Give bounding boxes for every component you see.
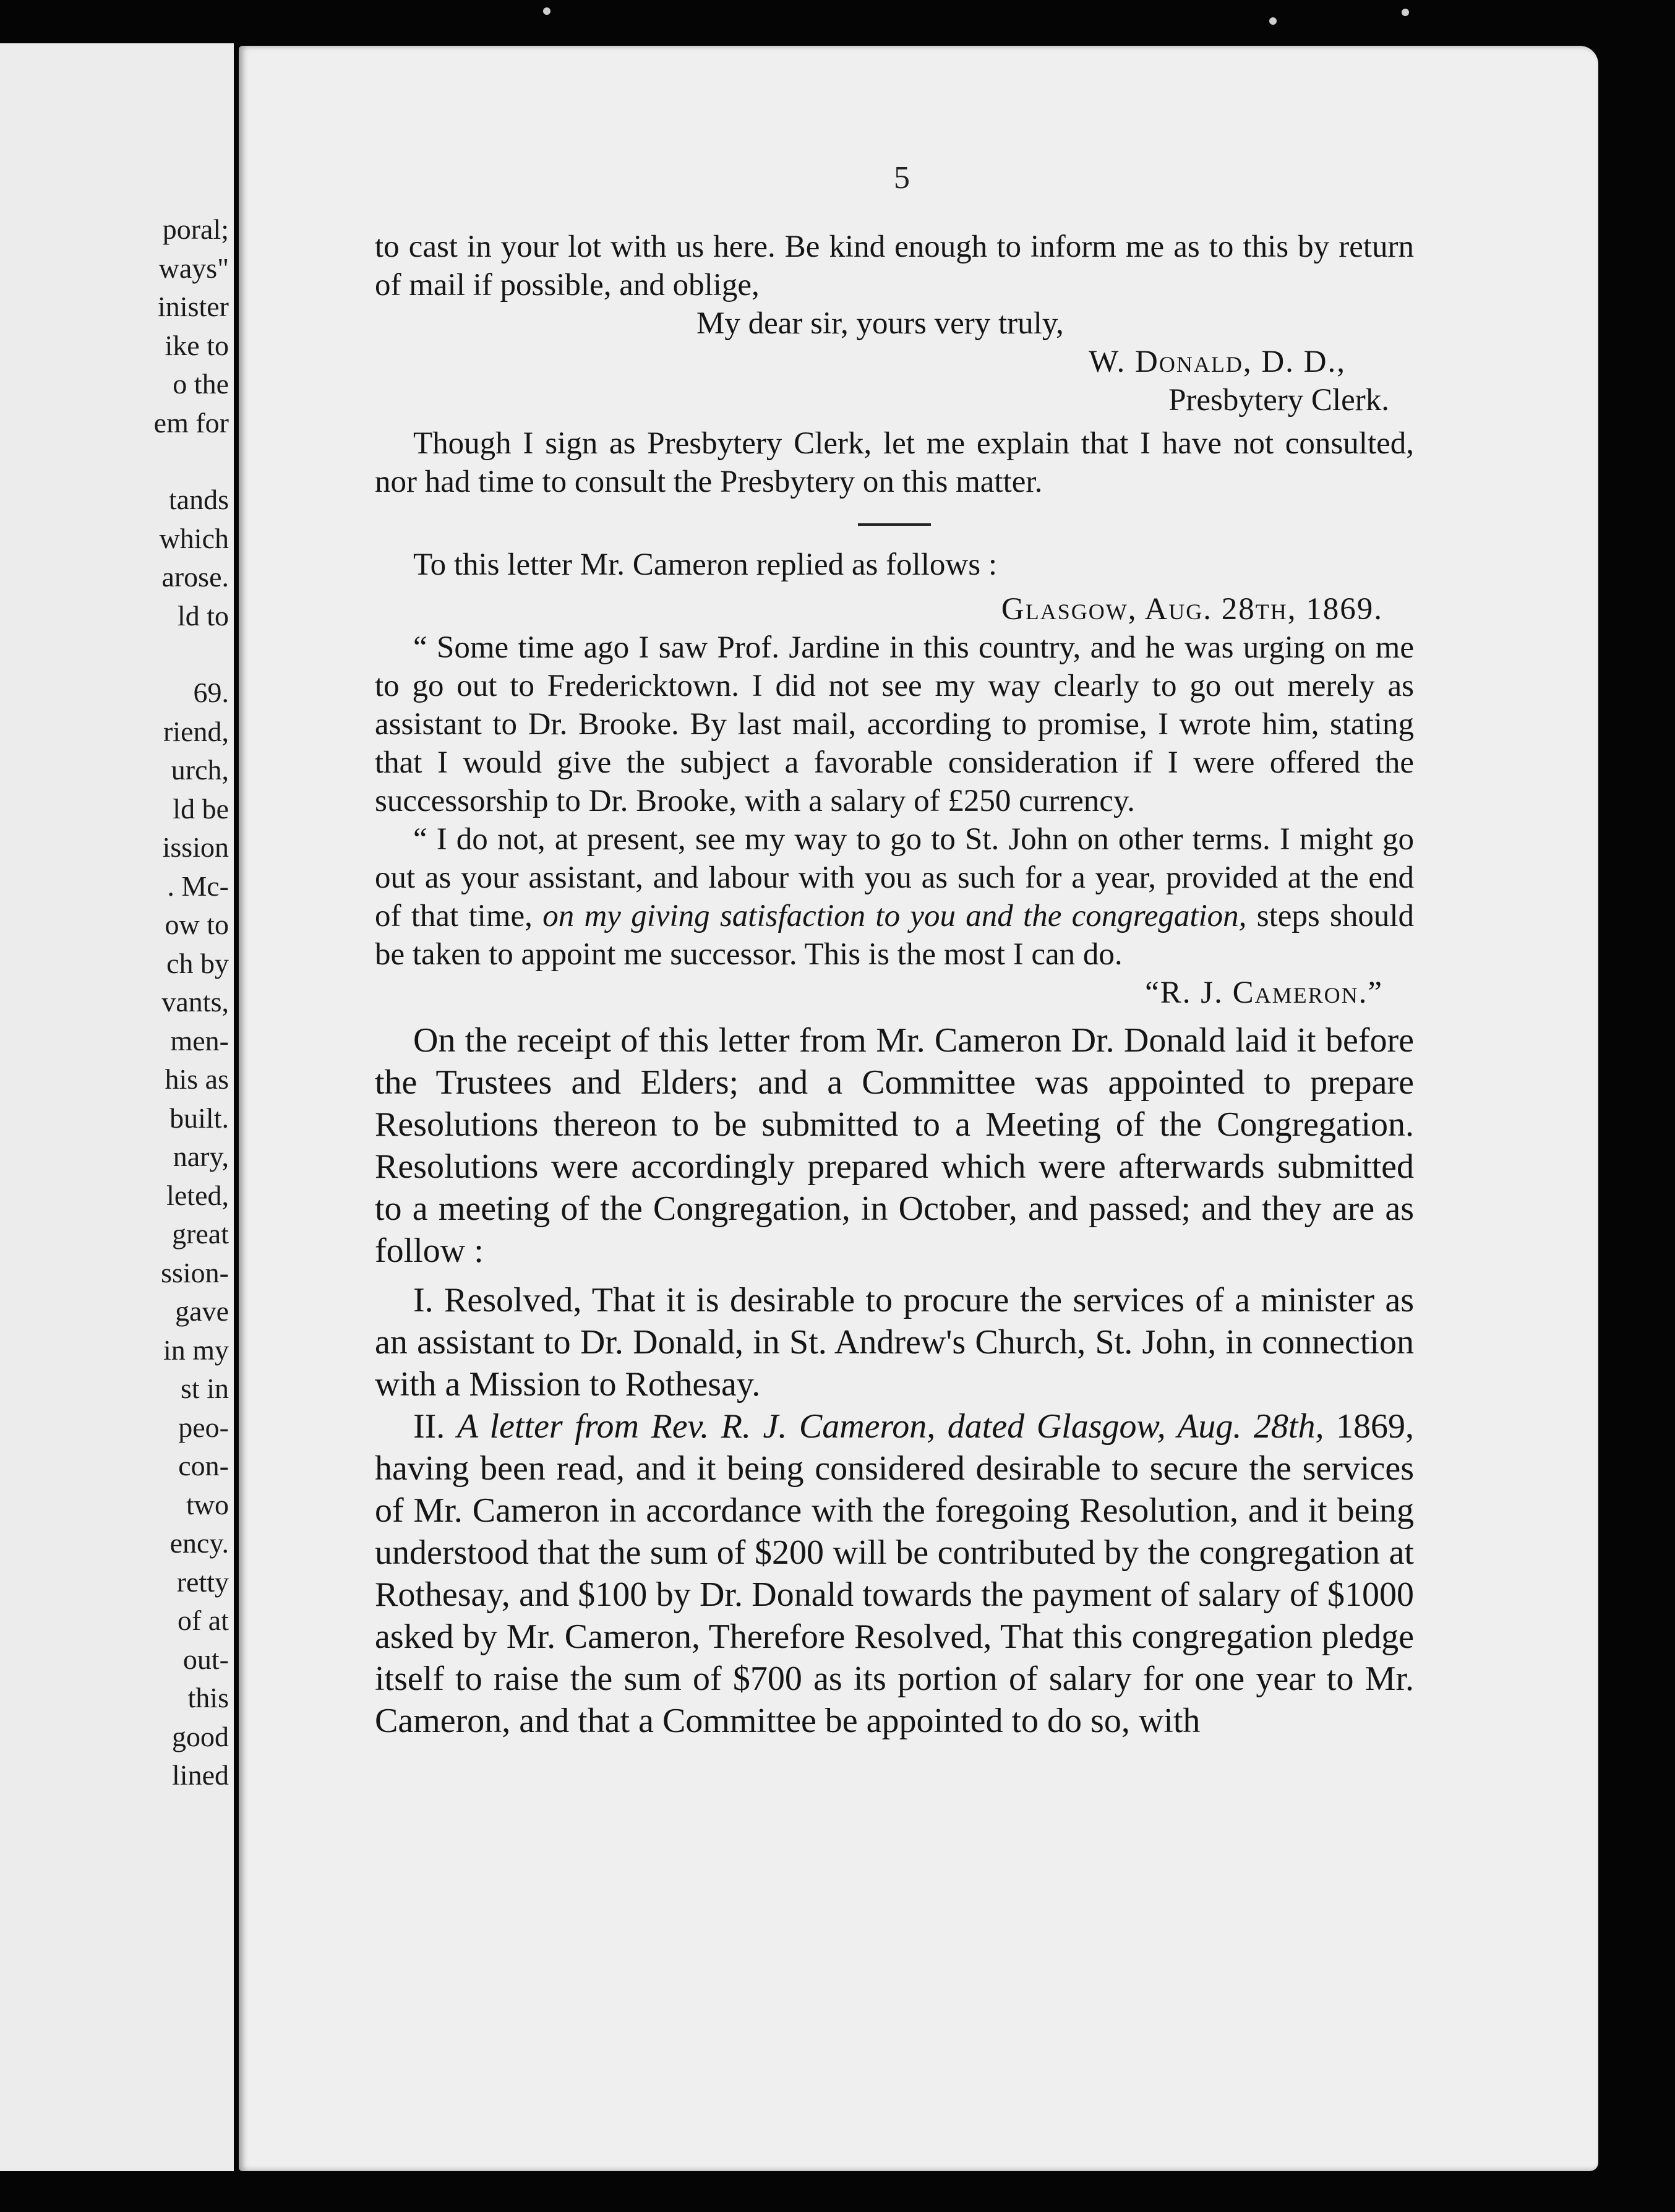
letter-signature-name: W. Donald, D. D., — [1089, 345, 1346, 379]
left-page-line: peo- — [178, 1411, 229, 1443]
scan-speck — [1402, 9, 1409, 16]
left-page-line: leted, — [166, 1179, 229, 1211]
letter-close-body: to cast in your lot with us here. Be kind enough to inform me as to this by return of mail if possible, and oblige, — [375, 229, 1414, 302]
left-page-line: built. — [169, 1102, 229, 1134]
resolution-1: I. Resolved, That it is desirable to procure the services of a minister as an assistant to Dr. Donald, in St. Andrew's Church, St. John, in connection with a Mission to Rothesay. — [375, 1281, 1414, 1404]
letter-signature-title: Presbytery Clerk. — [1168, 383, 1389, 418]
left-page-line: nary, — [173, 1141, 229, 1172]
scan-speck — [543, 7, 550, 15]
reply-intro: To this letter Mr. Cameron replied as follows : — [413, 547, 997, 582]
narrative-paragraph: On the receipt of this letter from Mr. Cameron Dr. Donald laid it before the Trustees and Elders; and a Committee was appointed to prepare Resolutions thereon to be submitted to a Meeting of the Congregation. Resolutions were accordingly prepared which were afterwards submitted to a meeting of the Congregation, in October, and passed; and they are as follow : — [375, 1021, 1414, 1270]
left-page-line: poral; — [162, 213, 229, 245]
left-page-line: 69. — [193, 677, 229, 708]
left-page-line: good — [172, 1720, 229, 1752]
left-page-line: retty — [176, 1566, 229, 1598]
left-page-line: of at — [177, 1605, 229, 1636]
left-page-line: . Mc- — [167, 870, 229, 902]
left-page-text — [0, 210, 229, 1795]
left-page-line: ch by — [166, 947, 229, 979]
left-page-gap — [0, 442, 229, 481]
letter-salutation: My dear sir, yours very truly, — [696, 306, 1064, 341]
left-page-line: ission — [162, 831, 229, 863]
left-page-line: riend, — [163, 715, 229, 747]
left-page-line: con- — [178, 1450, 229, 1481]
section-divider — [858, 523, 931, 526]
left-page-line: vants, — [161, 986, 229, 1018]
left-page-line: ld be — [173, 792, 229, 825]
left-page-line: ow to — [165, 909, 229, 940]
reply-paragraph-1: “ Some time ago I saw Prof. Jardine in this country, and he was urging on me to go out to Fredericktown. I did not see my way clearly to go out merely as assistant to Dr. Brooke. By last mail, according to promise, I wrote him, stating that I would give the subject a favorable consideration if I were offered the successorship to Dr. Brooke, with a salary of £250 currency. — [375, 630, 1414, 818]
left-page-line: great — [172, 1218, 229, 1250]
left-page-line: ways" — [158, 252, 229, 284]
left-page-line: two — [186, 1488, 229, 1520]
reply-signature: “R. J. Cameron.” — [1145, 975, 1383, 1010]
page-number: 5 — [894, 160, 910, 195]
left-page-line: tands — [168, 484, 229, 515]
left-page-line: ld to — [177, 599, 229, 632]
left-page-gap — [0, 635, 229, 674]
left-page-line: which — [159, 522, 229, 554]
left-page-line: his as — [165, 1063, 229, 1095]
left-page-line: in my — [163, 1334, 229, 1366]
left-page-line: ency. — [169, 1527, 229, 1559]
left-page — [0, 43, 234, 2171]
left-page-line: em for — [153, 406, 229, 439]
left-page-line: o the — [173, 368, 229, 400]
left-page-line: lined — [172, 1759, 229, 1791]
left-page-line: ike to — [165, 329, 229, 361]
postscript-paragraph: Though I sign as Presbytery Clerk, let me explain that I have not consulted, nor had time to consult the Presbytery on this matter. — [375, 426, 1414, 499]
left-page-line: inister — [158, 291, 229, 322]
left-page-line: this — [187, 1682, 229, 1713]
left-page-line: ssion- — [161, 1256, 229, 1288]
scan-speck — [1269, 17, 1277, 25]
resolution-2: II. A letter from Rev. R. J. Cameron, dated Glasgow, Aug. 28th, 1869, having been read, and it being considered desirable to secure the services of Mr. Cameron in accordance with the foregoing Resolution, and it being understood that the sum of $200 will be contributed by the congregation at Rothesay, and $100 by Dr. Donald towards the payment of salary of $1000 asked by Mr. Cameron, Therefore Resolved, That this congregation pledge itself to raise the sum of $700 as its portion of salary for one year to Mr. Cameron, and that a Committee be appointed to do so, with — [375, 1407, 1415, 1740]
left-page-line: arose. — [161, 561, 229, 593]
left-page-line: men- — [170, 1024, 229, 1057]
left-page-line: out- — [182, 1643, 229, 1675]
reply-paragraph-2: “ I do not, at present, see my way to go to St. John on other terms. I might go out as your assistant, and labour with you as such for a year, provided at the end of that time, on my giving satisfaction to you and the congregation, steps should be taken to appoint me successor. This is the most I can do. — [375, 822, 1415, 972]
left-page-line: gave — [175, 1295, 229, 1327]
left-page-line: st in — [181, 1373, 229, 1404]
reply-dateline: Glasgow, Aug. 28th, 1869. — [1001, 592, 1383, 627]
page-body — [375, 228, 1414, 1742]
left-page-line: urch, — [171, 754, 229, 786]
